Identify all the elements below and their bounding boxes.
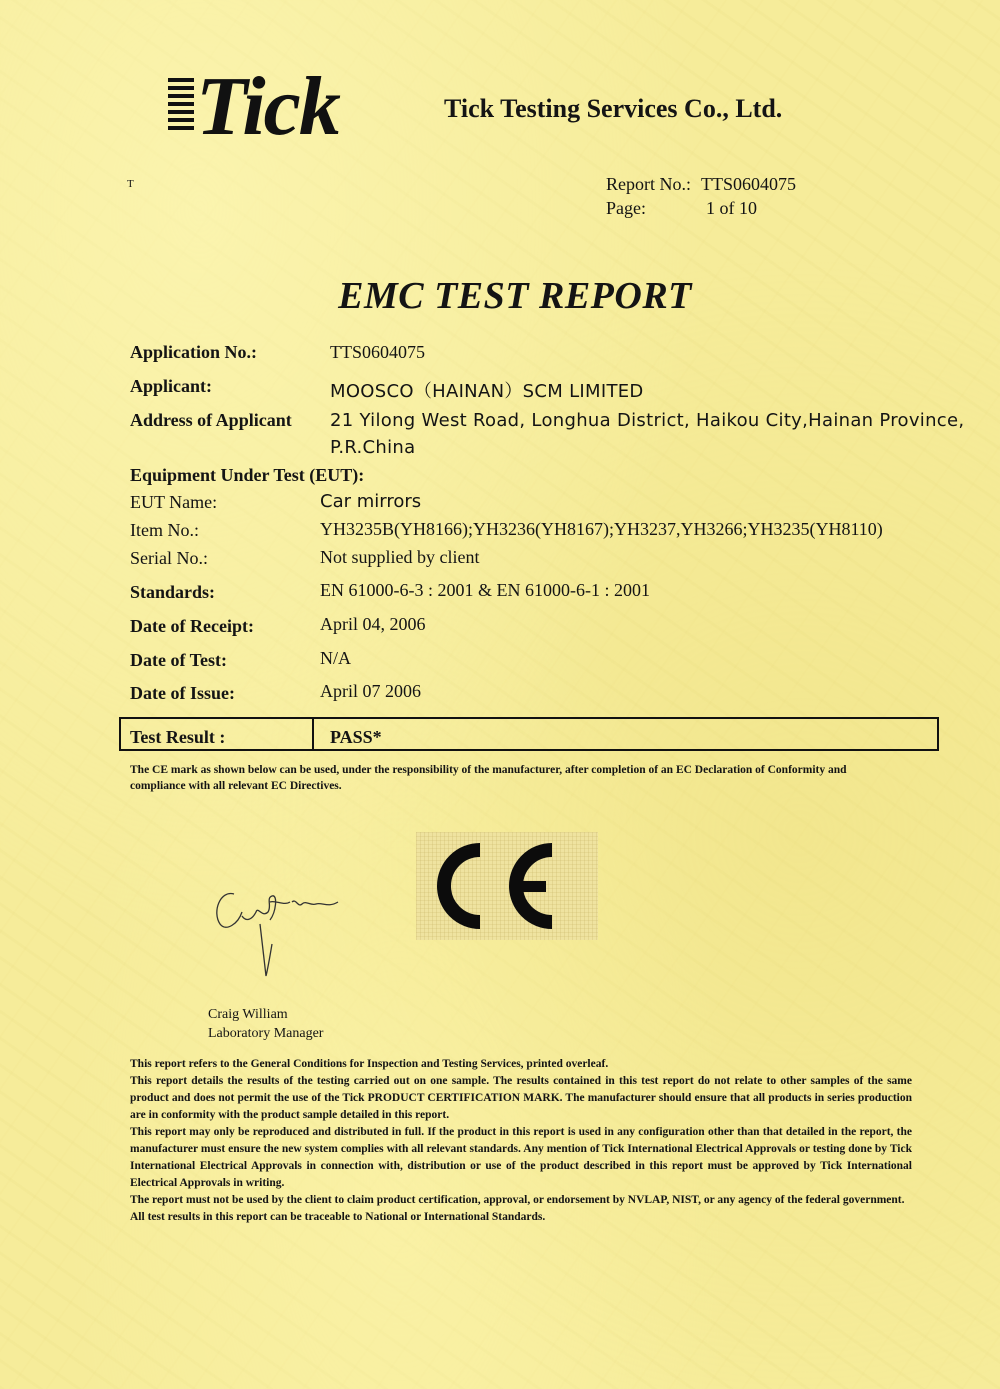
address-line-2: P.R.China [330,437,416,458]
date-test-label: Date of Test: [130,650,227,670]
date-issue-value: April 07 2006 [320,681,421,701]
page-label: Page: [606,198,646,218]
address-line-1: 21 Yilong West Road, Longhua District, Haikou City,Hainan Province, [330,410,965,431]
test-result-value: PASS* [330,727,382,747]
standards-label: Standards: [130,582,216,602]
ce-note: The CE mark as shown below can be used, under the responsibility of the manufacturer, after completion of an EC Declaration of Conformity and compliance with all relevant EC Directives. [130,764,847,792]
date-receipt-label: Date of Receipt: [130,616,254,636]
test-result-label: Test Result : [130,727,226,747]
test-result-box [119,717,939,751]
signer-title: Laboratory Manager [208,1026,324,1041]
date-test-value: N/A [320,648,351,668]
test-result-divider [312,717,314,751]
footer-paragraph: This report details the results of the testing carried out on one sample. The results contained in this test report do not relate to other samples of the same product and does not permit the use of the Tick PRODUCT CERTIFICATION MARK. The manufacturer should ensure that all products in series production are in conformity with the product sample detailed in this report. [130,1075,912,1121]
standards-value: EN 61000-6-3 : 2001 & EN 61000-6-1 : 2001 [320,580,650,600]
address-label: Address of Applicant [130,410,292,430]
signature-image [206,872,356,982]
item-no-value: YH3235B(YH8166);YH3236(YH8167);YH3237,YH3266;YH3235(YH8110) [320,519,883,539]
ce-mark-icon [416,832,598,940]
applicant-label: Applicant: [130,376,213,396]
footer-terms [130,1056,912,1226]
eut-heading: Equipment Under Test (EUT): [130,465,365,485]
company-name: Tick Testing Services Co., Ltd. [444,94,783,123]
item-no-label: Item No.: [130,520,199,540]
page-title: EMC TEST REPORT [338,275,692,317]
footer-paragraph: This report may only be reproduced and distributed in full. If the product in this report is used in any configuration other than that detailed in the report, the manufacturer must ensure the new system complies with all relevant standards. Any mention of Tick International Electrical Approvals or testing done by Tick International Electrical Approvals in connection with, distribution or use of the product described in this report must be approved by Tick International Electrical Approvals in writing. [130,1126,912,1189]
application-no-value: TTS0604075 [330,342,426,362]
serial-no-label: Serial No.: [130,548,208,568]
footer-paragraph: All test results in this report can be traceable to National or International Standards. [130,1211,546,1223]
eut-name-label: EUT Name: [130,492,218,512]
report-no-value: TTS0604075 [701,174,797,194]
applicant-value: MOOSCO（HAINAN）SCM LIMITED [330,381,644,402]
footer-paragraph: This report refers to the General Conditions for Inspection and Testing Services, printed overleaf. [130,1058,609,1070]
small-mark: T [127,178,134,190]
page-value: 1 of 10 [706,198,757,218]
date-issue-label: Date of Issue: [130,683,235,703]
serial-no-value: Not supplied by client [320,547,480,567]
logo-stripes [168,78,194,144]
eut-name-value: Car mirrors [320,491,422,512]
application-no-label: Application No.: [130,342,258,362]
report-no-label: Report No.: [606,174,691,194]
date-receipt-value: April 04, 2006 [320,614,426,634]
signer-name: Craig William [208,1007,288,1022]
company-logo: Tick [196,60,339,153]
footer-paragraph: The report must not be used by the client to claim product certification, approval, or endorsement by NVLAP, NIST, or any agency of the federal government. [130,1194,905,1206]
